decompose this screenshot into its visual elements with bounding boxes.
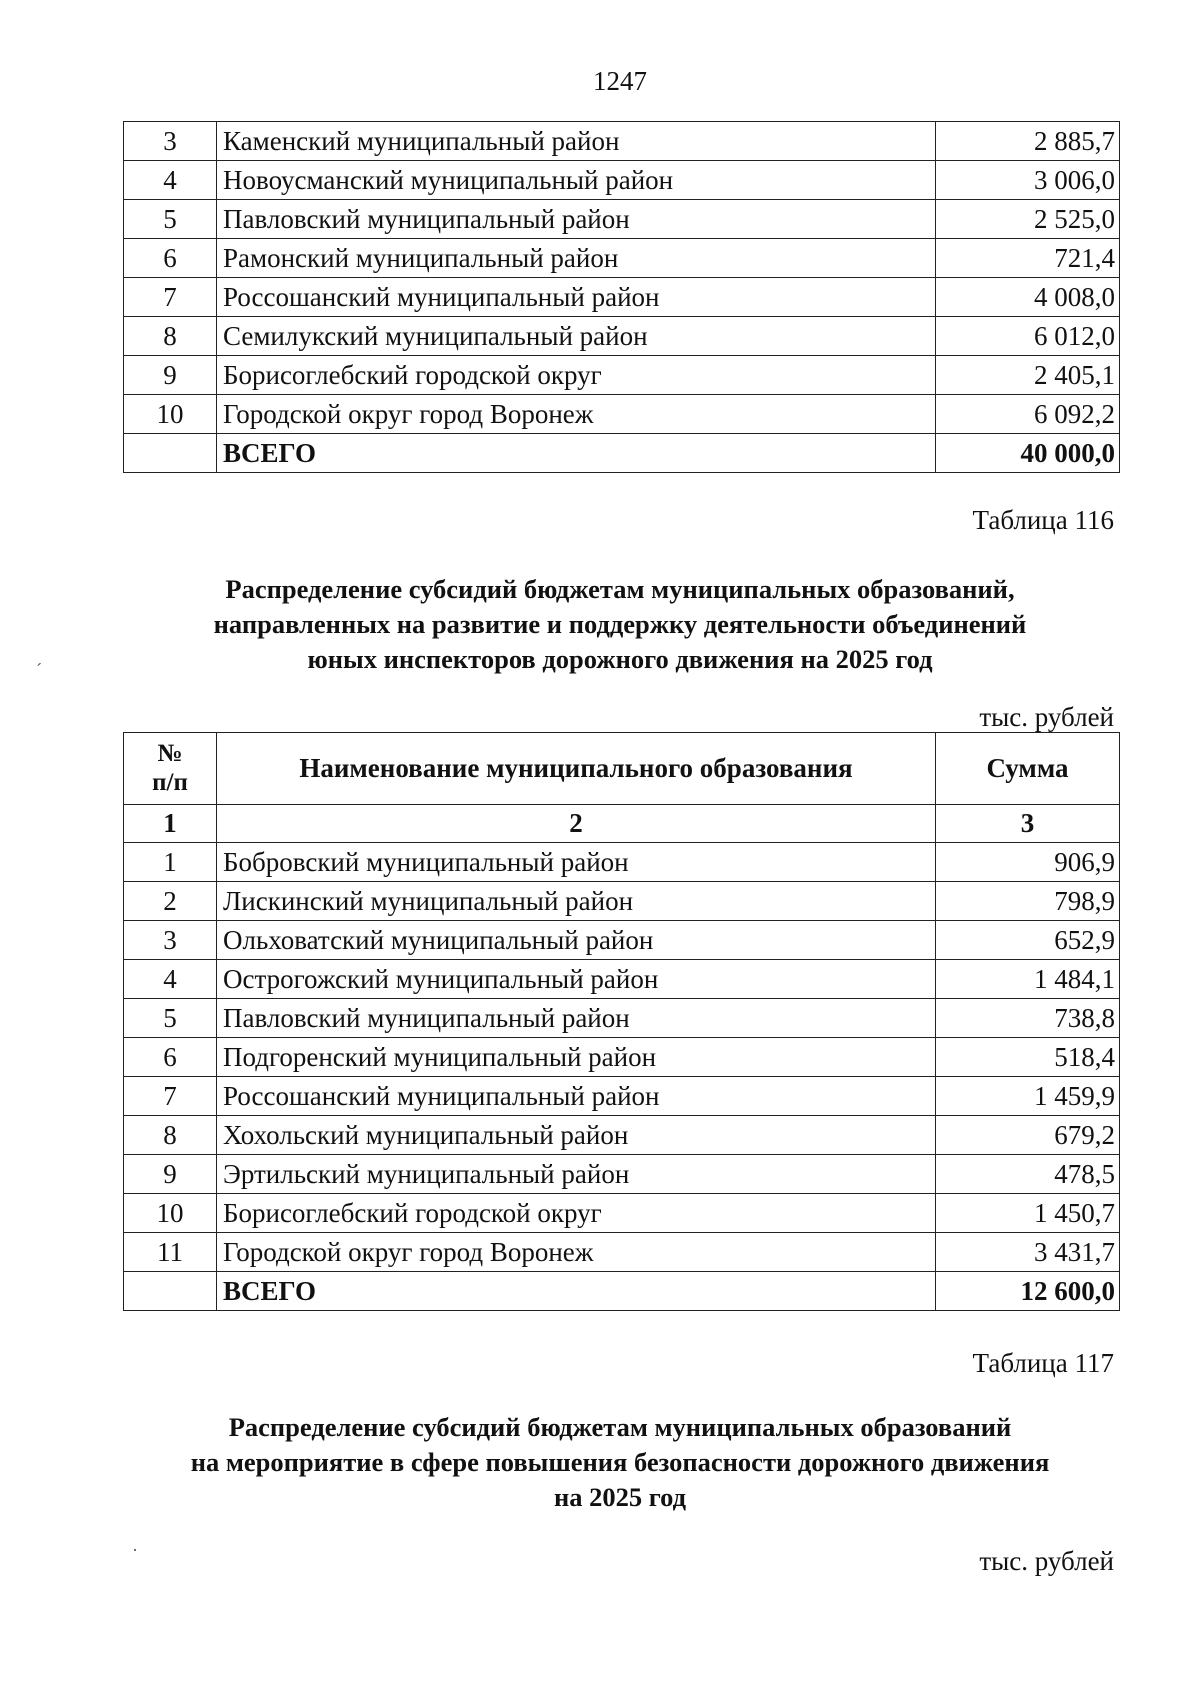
row-sum-cell: 2 405,1 <box>936 356 1120 395</box>
table-116-units: тыс. рублей <box>979 702 1114 732</box>
table-row <box>124 1038 1120 1077</box>
row-name-cell: Городской округ город Воронеж <box>217 1233 936 1272</box>
table-row <box>124 1233 1120 1272</box>
table-117-title-line: на 2025 год <box>553 1481 687 1512</box>
row-number-cell: 6 <box>124 239 217 278</box>
table-row <box>124 843 1120 882</box>
row-name-cell: Подгоренский муниципальный район <box>217 1038 936 1077</box>
row-sum-cell: 798,9 <box>936 882 1120 921</box>
row-name-cell: Павловский муниципальный район <box>217 200 936 239</box>
row-name-cell: Ольховатский муниципальный район <box>217 921 936 960</box>
row-name-cell: Городской округ город Воронеж <box>217 395 936 434</box>
row-name-cell: Каменский муниципальный район <box>217 122 936 161</box>
table-117-title <box>0 1410 1200 1515</box>
row-name-cell: Борисоглебский городской округ <box>217 356 936 395</box>
row-sum-cell: 679,2 <box>936 1116 1120 1155</box>
header-num-cell <box>124 733 217 805</box>
row-sum-cell: 4 008,0 <box>936 278 1120 317</box>
row-sum-cell: 6 092,2 <box>936 395 1120 434</box>
table-row <box>124 960 1120 999</box>
row-sum-cell: 1 484,1 <box>936 960 1120 999</box>
table-row <box>124 999 1120 1038</box>
row-sum-cell: 2 525,0 <box>936 200 1120 239</box>
row-number-cell: 8 <box>124 1116 217 1155</box>
total-label-cell: ВСЕГО <box>217 1272 936 1311</box>
index-cell: 2 <box>217 805 936 843</box>
row-sum-cell: 3 006,0 <box>936 161 1120 200</box>
row-sum-cell: 652,9 <box>936 921 1120 960</box>
row-sum-cell: 6 012,0 <box>936 317 1120 356</box>
total-sum-cell: 12 600,0 <box>936 1272 1120 1311</box>
table-row <box>124 161 1120 200</box>
header-num-line: № <box>157 739 183 767</box>
row-name-cell: Новоусманский муниципальный район <box>217 161 936 200</box>
table-row <box>124 1194 1120 1233</box>
table-116-index-row <box>124 805 1120 843</box>
row-name-cell: Россошанский муниципальный район <box>217 1077 936 1116</box>
total-label-cell: ВСЕГО <box>217 434 936 473</box>
row-number-cell: 4 <box>124 161 217 200</box>
row-number-cell: 5 <box>124 999 217 1038</box>
row-number-cell: 7 <box>124 278 217 317</box>
row-number-cell: 4 <box>124 960 217 999</box>
row-name-cell: Лискинский муниципальный район <box>217 882 936 921</box>
row-sum-cell: 2 885,7 <box>936 122 1120 161</box>
table-row <box>124 1116 1120 1155</box>
row-number-cell: 6 <box>124 1038 217 1077</box>
row-number-cell: 3 <box>124 921 217 960</box>
total-empty-cell <box>124 434 217 473</box>
total-row <box>124 434 1120 473</box>
row-number-cell: 10 <box>124 1194 217 1233</box>
row-name-cell: Борисоглебский городской округ <box>217 1194 936 1233</box>
row-name-cell: Эртильский муниципальный район <box>217 1155 936 1194</box>
row-name-cell: Бобровский муниципальный район <box>217 843 936 882</box>
row-sum-cell: 3 431,7 <box>936 1233 1120 1272</box>
row-number-cell: 11 <box>124 1233 217 1272</box>
table-row <box>124 356 1120 395</box>
row-sum-cell: 478,5 <box>936 1155 1120 1194</box>
table-row <box>124 239 1120 278</box>
row-name-cell: Павловский муниципальный район <box>217 999 936 1038</box>
table-row <box>124 882 1120 921</box>
row-number-cell: 2 <box>124 882 217 921</box>
table-116-title-line: направленных на развитие и поддержку деятельности объединений <box>213 608 1027 639</box>
table-117-title-line: на мероприятие в сфере повышения безопасности дорожного движения <box>190 1446 1050 1477</box>
total-row <box>124 1272 1120 1311</box>
row-sum-cell: 721,4 <box>936 239 1120 278</box>
table-117-label: Таблица 117 <box>972 1348 1114 1378</box>
row-number-cell: 9 <box>124 356 217 395</box>
row-sum-cell: 738,8 <box>936 999 1120 1038</box>
table-116-title-line: юных инспекторов дорожного движения на 2025 год <box>307 643 933 674</box>
table-row <box>124 1077 1120 1116</box>
row-number-cell: 10 <box>124 395 217 434</box>
table-116 <box>123 732 1120 1311</box>
page-number: 1247 <box>593 66 647 96</box>
row-name-cell: Острогожский муниципальный район <box>217 960 936 999</box>
table-row <box>124 200 1120 239</box>
total-empty-cell <box>124 1272 217 1311</box>
table-row <box>124 278 1120 317</box>
row-sum-cell: 1 450,7 <box>936 1194 1120 1233</box>
scan-mark: · <box>132 1540 138 1560</box>
total-sum-cell: 40 000,0 <box>936 434 1120 473</box>
row-sum-cell: 906,9 <box>936 843 1120 882</box>
table-116-label: Таблица 116 <box>972 505 1114 535</box>
row-number-cell: 3 <box>124 122 217 161</box>
table-row <box>124 395 1120 434</box>
header-sum-cell: Сумма <box>936 733 1120 805</box>
table-116-title <box>0 572 1200 677</box>
row-sum-cell: 1 459,9 <box>936 1077 1120 1116</box>
row-name-cell: Рамонский муниципальный район <box>217 239 936 278</box>
table-row <box>124 122 1120 161</box>
index-cell: 1 <box>124 805 217 843</box>
row-sum-cell: 518,4 <box>936 1038 1120 1077</box>
table-117-title-line: Распределение субсидий бюджетам муниципальных образований <box>228 1412 1012 1442</box>
row-number-cell: 9 <box>124 1155 217 1194</box>
row-number-cell: 5 <box>124 200 217 239</box>
table-117-units: тыс. рублей <box>979 1546 1114 1576</box>
table-116-header-row <box>124 733 1120 805</box>
table-116-title-line: Распределение субсидий бюджетам муниципальных образований, <box>225 574 1015 604</box>
index-cell: 3 <box>936 805 1120 843</box>
table-row <box>124 1155 1120 1194</box>
row-number-cell: 7 <box>124 1077 217 1116</box>
scan-mark: ´ <box>36 660 42 680</box>
row-number-cell: 1 <box>124 843 217 882</box>
row-name-cell: Россошанский муниципальный район <box>217 278 936 317</box>
row-name-cell: Хохольский муниципальный район <box>217 1116 936 1155</box>
table-row <box>124 317 1120 356</box>
row-number-cell: 8 <box>124 317 217 356</box>
row-name-cell: Семилукский муниципальный район <box>217 317 936 356</box>
header-num-line: п/п <box>152 768 188 796</box>
continued-table <box>123 121 1120 473</box>
table-row <box>124 921 1120 960</box>
header-name-cell: Наименование муниципального образования <box>217 733 936 805</box>
